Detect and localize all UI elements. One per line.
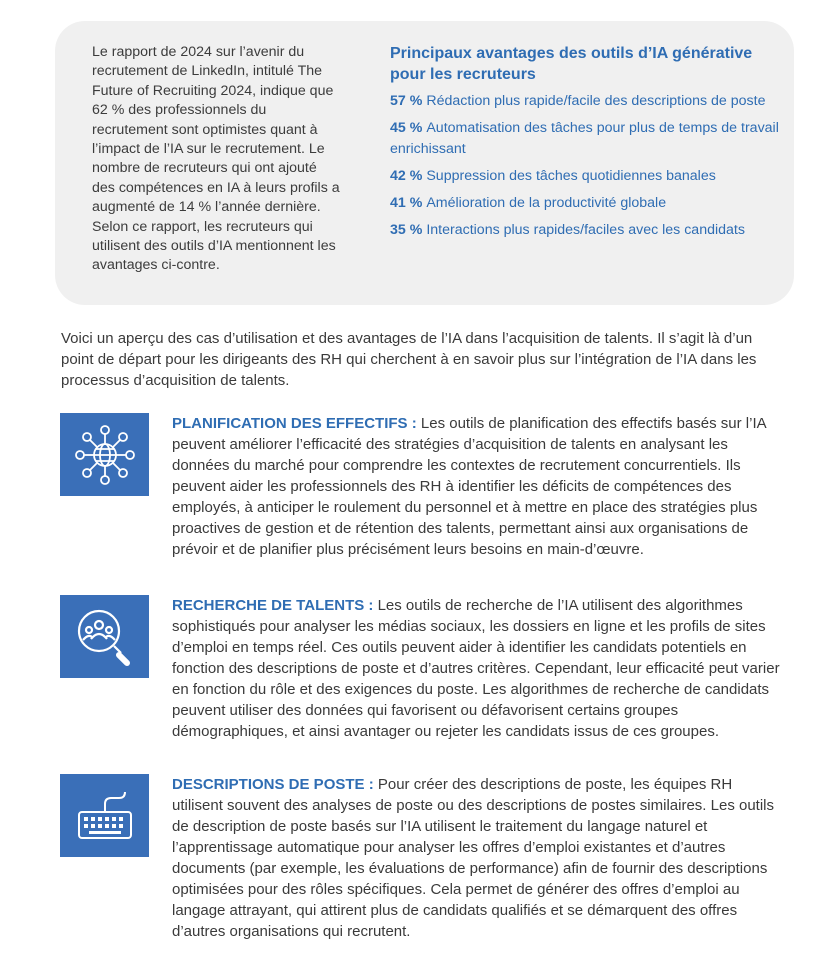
benefit-text: Interactions plus rapides/faciles avec les candidats — [426, 222, 745, 238]
section-body: Pour créer des descriptions de poste, les équipes RH utilisent souvent des analyses de poste ou des descriptions de postes similaires. Les outils de description de poste basés sur l’IA utilisent le traitement du langage naturel et l’apprentissage automatique pour analyser les offres d’emploi existantes et d’autres documents (par exemple, les évaluations de performance) afin de fournir des descriptions optimisées pour des rôles spécifiques. Cela permet de générer des offres d’emploi au langage attrayant, qui attirent plus de candidats qualifiés et se démarquent des offres d’autres organisations qui recrutent. — [172, 776, 774, 940]
benefit-item — [390, 220, 782, 241]
people-search-icon — [60, 595, 149, 678]
benefit-item — [390, 118, 782, 160]
benefit-percent: 45 % — [390, 120, 423, 136]
benefits-title: Principaux avantages des outils d’IA générative pour les recruteurs — [390, 45, 753, 83]
benefit-item — [390, 166, 782, 187]
section-heading: RECHERCHE DE TALENTS : — [172, 597, 374, 614]
section-heading: DESCRIPTIONS DE POSTE : — [172, 776, 374, 793]
benefit-percent: 35 % — [390, 222, 423, 238]
benefits-panel — [390, 43, 782, 247]
globe-network-icon — [60, 413, 149, 496]
section-text — [172, 595, 782, 742]
benefit-text: Suppression des tâches quotidiennes banales — [426, 168, 716, 184]
section-heading: PLANIFICATION DES EFFECTIFS : — [172, 415, 417, 432]
stats-callout — [55, 21, 794, 305]
keyboard-icon — [60, 774, 149, 857]
benefit-item — [390, 91, 782, 112]
benefit-percent: 42 % — [390, 168, 423, 184]
benefit-text: Rédaction plus rapide/facile des descriptions de poste — [426, 93, 766, 109]
benefit-item — [390, 193, 782, 214]
benefit-text: Automatisation des tâches pour plus de temps de travail enrichissant — [390, 120, 779, 157]
benefit-percent: 57 % — [390, 93, 423, 109]
section-text — [172, 774, 782, 942]
section-body: Les outils de planification des effectifs basés sur l’IA peuvent améliorer l’efficacité des stratégies d’acquisition de talents en analysant les données du marché pour comprendre les contextes de recrutement concurrentiels. Ils peuvent aider les professionnels des RH à identifier les déficits de compétences des employés, à anticiper le roulement du personnel et à mettre en place des stratégies plus proactives de gestion et de rétention des talents, permettant ainsi aux organisations de prévoir et de planifier plus précisément leurs besoins en main-d’œuvre. — [172, 415, 766, 558]
section-text — [172, 413, 782, 560]
benefit-percent: 41 % — [390, 195, 423, 211]
callout-summary: Le rapport de 2024 sur l’avenir du recrutement de LinkedIn, intitulé The Future of Recruiting 2024, indique que 62 % des professionnels du recrutement sont optimistes quant à l’impact de l’IA sur le recrutement. Le nombre de recruteurs qui ont ajouté des compétences en IA à leurs profils a augmenté de 14 % l’année dernière. Selon ce rapport, les recruteurs qui utilisent des outils d’IA mentionnent les avantages ci-contre. — [92, 44, 340, 274]
benefit-text: Amélioration de la productivité globale — [426, 195, 667, 211]
section-body: Les outils de recherche de l’IA utilisent des algorithmes sophistiqués pour analyser les médias sociaux, les dossiers en ligne et les profils de sites d’emploi en temps réel. Ces outils peuvent aider à identifier les candidats potentiels en fonction des descriptions de poste et d’autres critères. Cependant, leur efficacité peut varier en fonction du rôle et des exigences du poste. Les algorithmes de recherche de candidats peuvent utiliser des données qui favorisent ou défavorisent certains groupes démographiques, et ainsi avantager ou rejeter les candidats issus de ces groupes. — [172, 597, 780, 740]
intro-paragraph: Voici un aperçu des cas d’utilisation et des avantages de l’IA dans l’acquisition de talents. Il s’agit là d’un point de départ pour les dirigeants des RH qui cherchent à en savoir plus sur l’intégration de l’IA dans les processus d’acquisition de talents. — [61, 330, 757, 389]
